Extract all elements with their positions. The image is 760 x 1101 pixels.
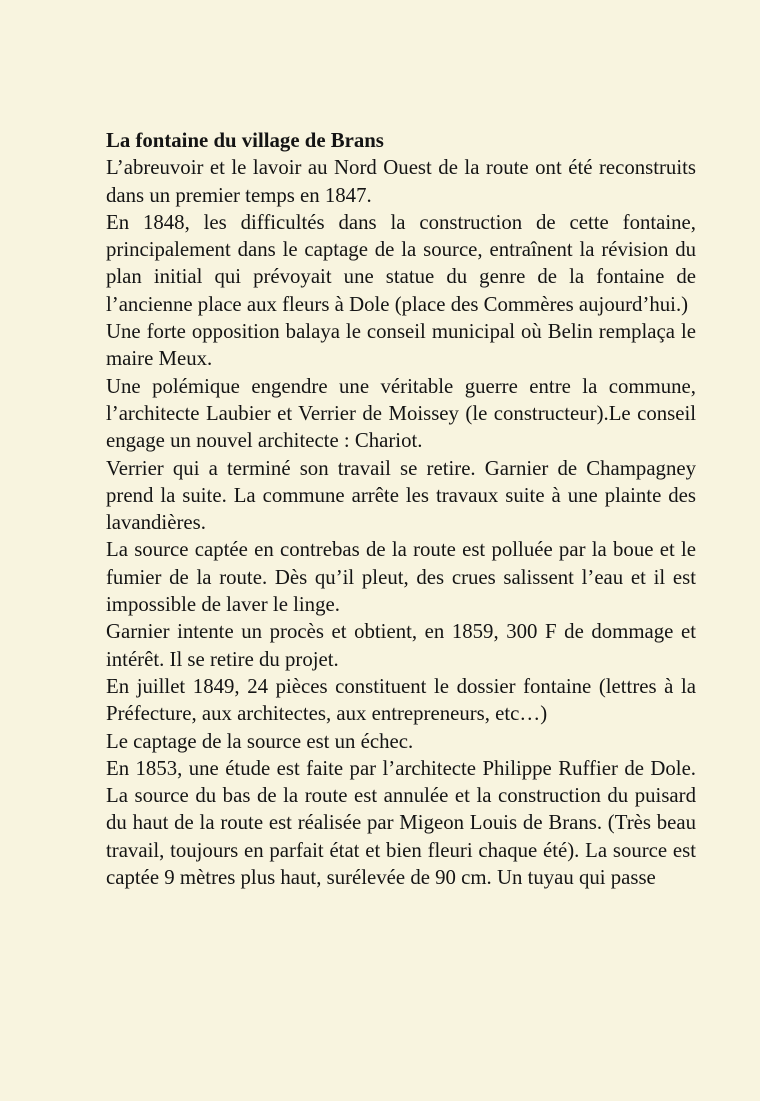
paragraph-3: Une forte opposition balaya le conseil municipal où Belin remplaça le maire Meux. bbox=[106, 320, 696, 371]
paragraph-6: La source captée en contrebas de la route est polluée par la boue et le fumier de la route. Dès qu’il pleut, des crues salissent l’eau et il est impossible de laver le linge. bbox=[106, 538, 696, 617]
paragraph-8: En juillet 1849, 24 pièces constituent le dossier fontaine (lettres à la Préfecture, aux architectes, aux entrepreneurs, etc…) bbox=[106, 674, 696, 726]
paragraph-10: En 1853, une étude est faite par l’architecte Philippe Ruffier de Dole. La source du bas de la route est annulée et la construction du puisard du haut de la route est réalisée par Migeon Louis de Brans. (Très beau travail, toujours en parfait état et bien fleuri chaque été). La source est captée 9 mètres plus haut, surélevée de 90 cm. Un tuyau qui passe bbox=[106, 756, 696, 890]
document-title: La fontaine du village de Brans bbox=[106, 129, 384, 152]
paragraph-1: L’abreuvoir et le lavoir au Nord Ouest de la route ont été reconstruits dans un premier temps en 1847. bbox=[106, 156, 696, 207]
document-body bbox=[106, 127, 696, 891]
paragraph-5: Verrier qui a terminé son travail se retire. Garnier de Champagney prend la suite. La commune arrête les travaux suite à une plainte des lavandières. bbox=[106, 456, 696, 535]
paragraph-4: Une polémique engendre une véritable guerre entre la commune, l’architecte Laubier et Verrier de Moissey (le constructeur).Le conseil engage un nouvel architecte : Chariot. bbox=[106, 374, 696, 453]
paragraph-9: Le captage de la source est un échec. bbox=[106, 729, 414, 753]
paragraph-7: Garnier intente un procès et obtient, en 1859, 300 F de dommage et intérêt. Il se retire du projet. bbox=[106, 620, 696, 671]
paragraph-2: En 1848, les difficultés dans la construction de cette fontaine, principalement dans le captage de la source, entraînent la révision du plan initial qui prévoyait une statue du genre de la fontaine de l’ancienne place aux fleurs à Dole (place des Commères aujourd’hui.) bbox=[106, 210, 696, 316]
